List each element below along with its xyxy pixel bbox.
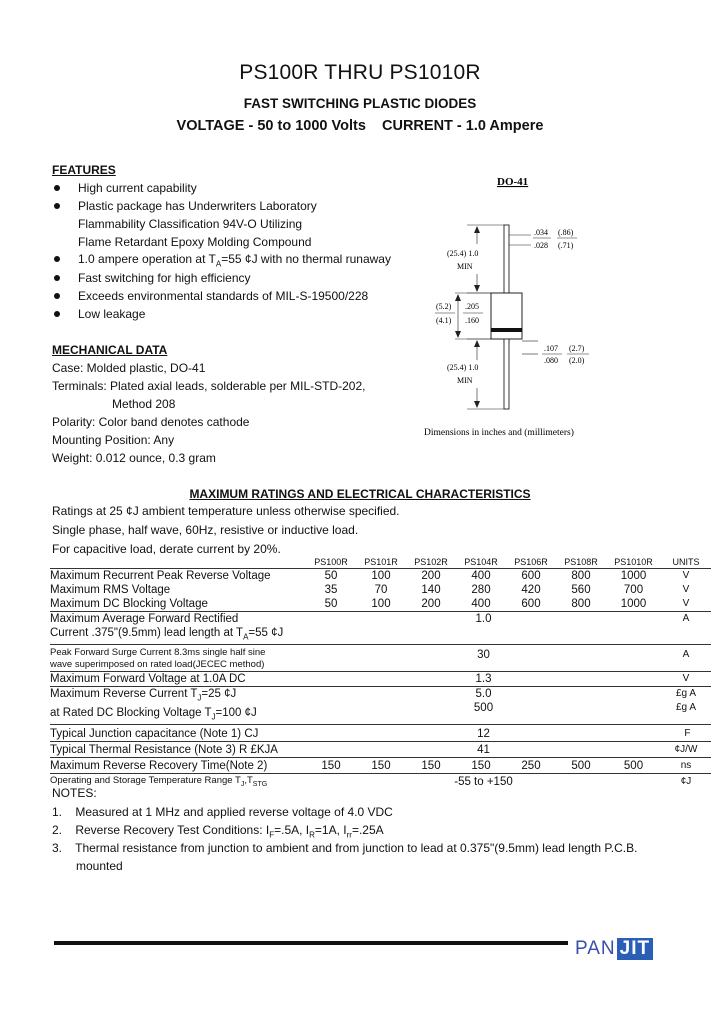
unit-cell: ns (661, 757, 711, 773)
table-cell: 400 (456, 597, 506, 612)
do41-package-diagram (415, 170, 615, 440)
table-cell: 1.3 (306, 672, 661, 687)
table-cell: 150 (406, 757, 456, 773)
table-row (50, 569, 711, 584)
voltage-current-line: VOLTAGE - 50 to 1000 Volts CURRENT - 1.0 Ampere (176, 118, 544, 134)
row-label: Maximum RMS Voltage (50, 584, 171, 596)
column-header: PS101R (356, 556, 406, 569)
table-cell: 420 (521, 584, 541, 596)
unit-cell: £g A £g A (661, 687, 711, 725)
bullet-icon (54, 293, 60, 299)
lead-dia-mm-min: (.71) (558, 241, 574, 250)
row-label: Maximum Average Forward Rectified Current .375"(9.5mm) lead length at $T_A=55$ ¢J (50, 612, 306, 645)
table-cell: 50 (306, 597, 356, 612)
table-cell: 600 (521, 570, 541, 582)
bullet-icon (54, 203, 60, 209)
table-cell: 800 (571, 570, 591, 582)
table-cell: 200 (421, 570, 441, 582)
body-dia-mm-min: (2.0) (569, 356, 585, 365)
column-header: PS106R (506, 556, 556, 569)
table-cell: 30 (306, 645, 661, 672)
table-cell: 1.0 (306, 612, 661, 645)
top-lead-length: (25.4) 1.0 (447, 249, 479, 258)
unit-cell: ¢J (680, 775, 692, 787)
column-header: PS104R (456, 556, 506, 569)
feature-item: 1.0 ampere operation at $T_A=55$ ¢J with no thermal runaway (78, 252, 391, 269)
body-len-in-min: .160 (465, 316, 479, 325)
body-len-mm-min: (4.1) (436, 316, 452, 325)
top-lead-min: MIN (457, 262, 473, 271)
logo-jit: JIT (617, 938, 653, 960)
body-dia-in-max: .107 (544, 344, 558, 353)
feature-item: Exceeds environmental standards of MIL-S-19500/228 (78, 289, 369, 303)
table-header-row (50, 556, 711, 569)
table-cell: 100 (356, 597, 406, 612)
unit-cell: A (661, 612, 711, 645)
table-cell: 50 (324, 570, 338, 582)
table-row (50, 773, 711, 790)
table-cell: 70 (374, 584, 388, 596)
table-cell: 700 (623, 584, 644, 596)
logo-pan: PAN (575, 938, 616, 959)
mechanical-mounting: Mounting Position: Any (52, 433, 175, 447)
bottom-lead-length: (25.4) 1.0 (447, 363, 479, 372)
note-2: 2. Reverse Recovery Test Conditions: $I_F=.5A$, $I_R=1A$, $I_{rr}=.25A$ (52, 823, 384, 840)
bottom-lead (504, 339, 509, 409)
feature-item: Low leakage (78, 307, 146, 321)
table-cell: 250 (506, 757, 556, 773)
bottom-lead-min: MIN (457, 376, 473, 385)
table-cell: 150 (356, 757, 406, 773)
row-label: Maximum DC Blocking Voltage (50, 597, 306, 612)
note-3-cont: mounted (76, 859, 123, 873)
unit-cell: A (661, 645, 711, 672)
ratings-heading: MAXIMUM RATINGS AND ELECTRICAL CHARACTERISTICS (189, 487, 531, 501)
note-1: 1. Measured at 1 MHz and applied reverse voltage of 4.0 VDC (52, 805, 393, 819)
table-row (50, 645, 711, 672)
ratings-intro-2: Single phase, half wave, 60Hz, resistive or inductive load. (52, 523, 359, 537)
table-row (50, 583, 711, 597)
product-subtitle: FAST SWITCHING PLASTIC DIODES (243, 96, 477, 111)
table-cell: 1000 (620, 570, 647, 582)
package-label: DO-41 (497, 176, 529, 188)
column-header: PS100R (306, 556, 356, 569)
note-3: 3. Thermal resistance from junction to ambient and from junction to lead at 0.375"(9.5mm) lead length P.C.B. (52, 841, 638, 855)
table-cell: 100 (371, 570, 391, 582)
bullet-icon (54, 275, 60, 281)
body-dia-in-min: .080 (544, 356, 558, 365)
body-len-in-max: .205 (465, 302, 479, 311)
table-cell: 41 (306, 741, 661, 757)
ratings-intro-3: For capacitive load, derate current by 20%. (52, 542, 281, 556)
ratings-intro-1: Ratings at 25 ¢J ambient temperature unless otherwise specified. (52, 504, 400, 518)
features-heading: FEATURES (52, 163, 116, 177)
table-cell: 150 (306, 757, 356, 773)
mechanical-method: Method 208 (112, 397, 176, 411)
table-cell: 35 (324, 584, 338, 596)
lead-dia-in-max: .034 (534, 228, 548, 237)
panjit-logo (575, 938, 653, 960)
feature-item: Fast switching for high efficiency (78, 271, 251, 285)
feature-item: Plastic package has Underwriters Laboratory (78, 199, 317, 213)
lead-dia-mm-max: (.86) (558, 228, 574, 237)
table-row (50, 597, 711, 612)
row-label: Maximum Reverse Current $T_J=25$ ¢J at Rated DC Blocking Voltage $T_J=100$ ¢J (50, 687, 306, 725)
column-header: UNITS (661, 556, 711, 569)
mechanical-case: Case: Molded plastic, DO-41 (52, 361, 206, 375)
table-cell: 150 (456, 757, 506, 773)
column-header: PS1010R (606, 556, 661, 569)
table-cell: 500 (606, 757, 661, 773)
ratings-table (50, 556, 711, 791)
mechanical-terminals: Terminals: Plated axial leads, solderable per MIL-STD-202, (52, 379, 366, 393)
bullet-icon (54, 311, 60, 317)
column-header: PS102R (406, 556, 456, 569)
body-len-mm-max: (5.2) (436, 302, 452, 311)
table-row (50, 757, 711, 773)
table-cell: 5.0 500 (306, 687, 661, 725)
table-cell: 400 (471, 570, 491, 582)
notes-heading: NOTES: (52, 786, 97, 800)
feature-item: Flammability Classification 94V-O Utilizing (78, 217, 303, 231)
feature-item: Flame Retardant Epoxy Molding Compound (78, 235, 312, 249)
row-label: Peak Forward Surge Current 8.3ms single half sine wave superimposed on rated load(JECEC method) (50, 645, 306, 672)
lead-dia-in-min: .028 (534, 241, 548, 250)
diode-body (491, 293, 522, 339)
row-label: Typical Junction capacitance (Note 1) CJ (50, 724, 306, 741)
body-dia-mm-max: (2.7) (569, 344, 585, 353)
unit-cell: F (661, 724, 711, 741)
row-label: Maximum Reverse Recovery Time(Note 2) (50, 757, 306, 773)
table-cell: 560 (571, 584, 591, 596)
table-cell: 1000 (606, 597, 661, 612)
bullet-icon (54, 185, 60, 191)
bullet-icon (54, 256, 60, 262)
footer-rule (54, 941, 568, 945)
row-label: Typical Thermal Resistance (Note 3) R £KJA (50, 741, 306, 757)
table-cell: 12 (306, 724, 661, 741)
table-cell: 200 (406, 597, 456, 612)
diagram-caption: Dimensions in inches and (millimeters) (424, 428, 574, 438)
table-cell: 600 (506, 597, 556, 612)
unit-cell: ¢J/W (661, 741, 711, 757)
column-header: PS108R (556, 556, 606, 569)
table-cell: 280 (471, 584, 491, 596)
table-cell: 140 (421, 584, 441, 596)
row-label: Maximum Forward Voltage at 1.0A DC (50, 672, 306, 687)
table-row (50, 741, 711, 757)
table-cell: 500 (556, 757, 606, 773)
unit-cell: V (661, 672, 711, 687)
table-row (50, 687, 711, 725)
unit-cell: V (682, 570, 690, 581)
table-cell: -55 to +150 (454, 775, 513, 788)
unit-cell: V (682, 584, 690, 595)
table-row (50, 612, 711, 645)
feature-item: High current capability (78, 181, 197, 195)
mechanical-weight: Weight: 0.012 ounce, 0.3 gram (52, 451, 216, 465)
cathode-band (491, 328, 522, 332)
table-header-blank (50, 556, 306, 569)
unit-cell: V (661, 597, 711, 612)
table-cell: 800 (556, 597, 606, 612)
row-label: Maximum Recurrent Peak Reverse Voltage (50, 570, 271, 582)
mechanical-heading: MECHANICAL DATA (52, 343, 168, 357)
table-row (50, 672, 711, 687)
row-label: Operating and Storage Temperature Range $T_J,T_{STG}$ (50, 774, 268, 788)
mechanical-polarity: Polarity: Color band denotes cathode (52, 415, 250, 429)
page-title: PS100R THRU PS1010R (239, 61, 481, 84)
table-row (50, 724, 711, 741)
